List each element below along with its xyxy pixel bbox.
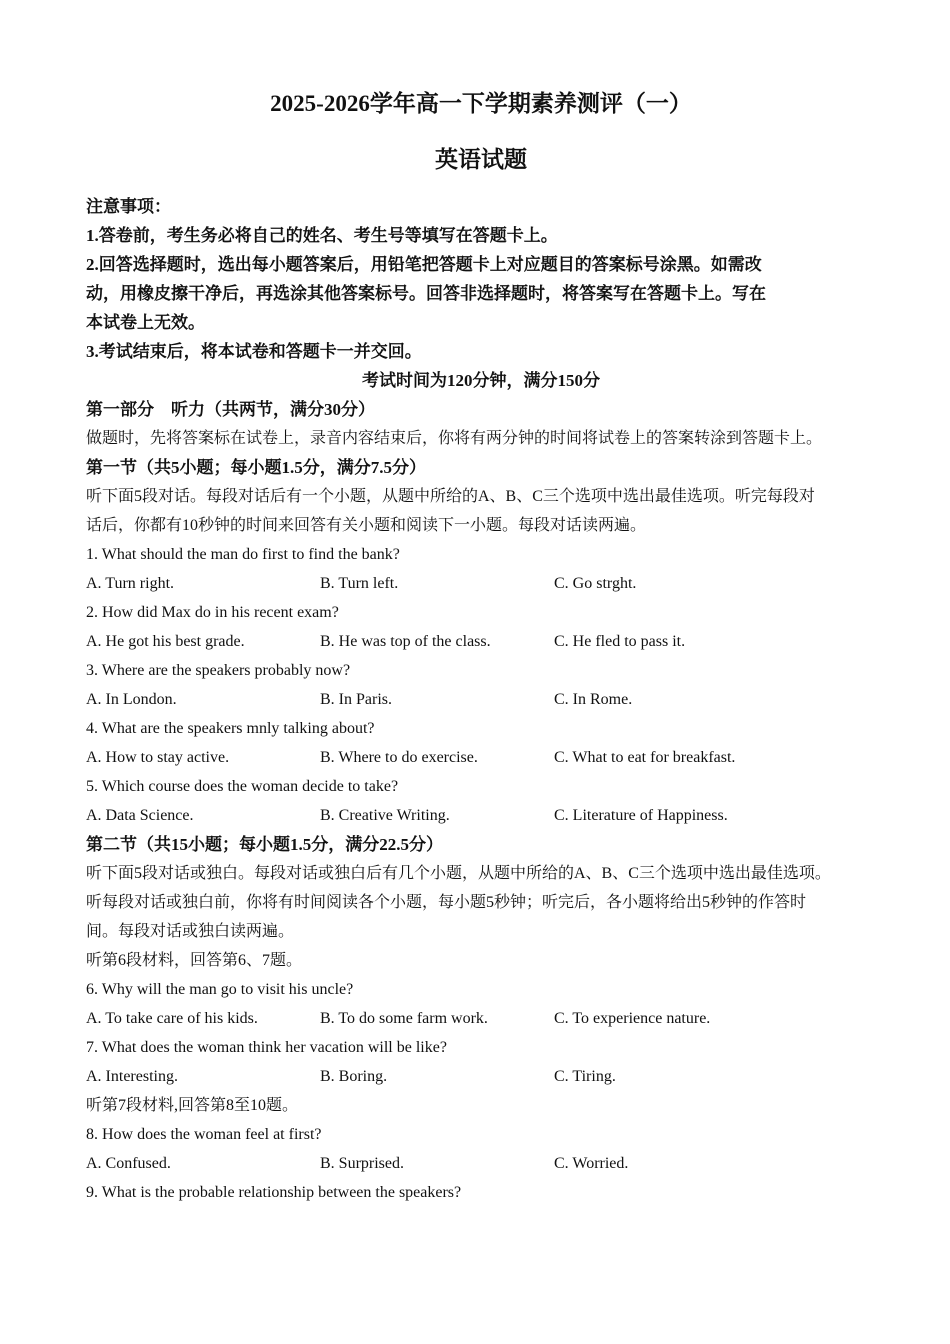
option-a: A. Turn right.	[86, 575, 175, 592]
question-9: 9. What is the probable relationship between the speakers?	[86, 1184, 462, 1201]
option-b: B. Where to do exercise.	[320, 749, 478, 766]
option-c: C. Worried.	[554, 1155, 629, 1172]
question-1-options	[86, 569, 876, 598]
material-7-note: 听第7段材料,回答第8至10题。	[86, 1097, 299, 1114]
notes-item-3: 3.考试结束后，将本试卷和答题卡一并交回。	[86, 342, 422, 361]
section2-instruction-line-1: 听下面5段对话或独白。每段对话或独白后有几个小题，从题中所给的A、B、C三个选项中选出最佳选项。	[86, 865, 831, 882]
question-3: 3. Where are the speakers probably now?	[86, 662, 351, 679]
question-7-options	[86, 1062, 876, 1091]
option-b: B. To do some farm work.	[320, 1010, 488, 1027]
question-6-options	[86, 1004, 876, 1033]
part1-instruction: 做题时，先将答案标在试卷上，录音内容结束后，你将有两分钟的时间将试卷上的答案转涂到答题卡上。	[86, 430, 823, 447]
notes-item-2-line-2: 动，用橡皮擦干净后，再选涂其他答案标号。回答非选择题时，将答案写在答题卡上。写在	[86, 284, 766, 303]
option-a: A. To take care of his kids.	[86, 1010, 258, 1027]
question-4-options	[86, 743, 876, 772]
exam-title: 2025-2026学年高一下学期素养测评（一）	[270, 91, 692, 116]
exam-page	[86, 84, 876, 1207]
option-a: A. Data Science.	[86, 807, 194, 824]
question-1: 1. What should the man do first to find the bank?	[86, 546, 400, 563]
question-7: 7. What does the woman think her vacation will be like?	[86, 1039, 447, 1056]
question-2-options	[86, 627, 876, 656]
question-5-options	[86, 801, 876, 830]
notes-item-2-line-1: 2.回答选择题时，选出每小题答案后，用铅笔把答题卡上对应题目的答案标号涂黑。如需改	[86, 255, 762, 274]
option-c: C. He fled to pass it.	[554, 633, 686, 650]
exam-subject: 英语试题	[435, 147, 527, 172]
option-a: A. Interesting.	[86, 1068, 178, 1085]
section1-instruction-line-2: 话后，你都有10秒钟的时间来回答有关小题和阅读下一小题。每段对话读两遍。	[86, 517, 647, 534]
question-3-options	[86, 685, 876, 714]
option-b: B. Turn left.	[320, 575, 399, 592]
option-c: C. Tiring.	[554, 1068, 616, 1085]
section1-instruction-line-1: 听下面5段对话。每段对话后有一个小题，从题中所给的A、B、C三个选项中选出最佳选项。听完每段对	[86, 488, 815, 505]
notes-item-1: 1.答卷前，考生务必将自己的姓名、考生号等填写在答题卡上。	[86, 226, 558, 245]
option-b: B. Creative Writing.	[320, 807, 450, 824]
question-2: 2. How did Max do in his recent exam?	[86, 604, 339, 621]
question-8: 8. How does the woman feel at first?	[86, 1126, 322, 1143]
question-4: 4. What are the speakers mnly talking about?	[86, 720, 375, 737]
section2-instruction-line-2: 听每段对话或独白前，你将有时间阅读各个小题，每小题5秒钟；听完后，各小题将给出5秒钟的作答时	[86, 894, 807, 911]
option-b: B. He was top of the class.	[320, 633, 491, 650]
option-b: B. In Paris.	[320, 691, 392, 708]
option-a: A. Confused.	[86, 1155, 171, 1172]
option-a: A. He got his best grade.	[86, 633, 245, 650]
option-c: C. What to eat for breakfast.	[554, 749, 736, 766]
option-c: C. Go strght.	[554, 575, 637, 592]
question-6: 6. Why will the man go to visit his uncle?	[86, 981, 354, 998]
section2-instruction-line-3: 间。每段对话或独白读两遍。	[86, 923, 295, 940]
option-c: C. To experience nature.	[554, 1010, 711, 1027]
section1-heading: 第一节（共5小题；每小题1.5分，满分7.5分）	[86, 458, 426, 477]
question-8-options	[86, 1149, 876, 1178]
option-a: A. How to stay active.	[86, 749, 230, 766]
part1-heading: 第一部分 听力（共两节，满分30分）	[86, 400, 375, 419]
notes-item-2-line-3: 本试卷上无效。	[86, 313, 205, 332]
option-c: C. Literature of Happiness.	[554, 807, 728, 824]
notes-heading: 注意事项：	[86, 197, 171, 216]
material-6-note: 听第6段材料，回答第6、7题。	[86, 952, 303, 969]
question-5: 5. Which course does the woman decide to take?	[86, 778, 399, 795]
option-a: A. In London.	[86, 691, 177, 708]
option-c: C. In Rome.	[554, 691, 633, 708]
notes-block	[86, 192, 876, 395]
option-b: B. Boring.	[320, 1068, 388, 1085]
exam-info: 考试时间为120分钟，满分150分	[362, 371, 600, 390]
option-b: B. Surprised.	[320, 1155, 404, 1172]
section2-heading: 第二节（共15小题；每小题1.5分，满分22.5分）	[86, 835, 443, 854]
